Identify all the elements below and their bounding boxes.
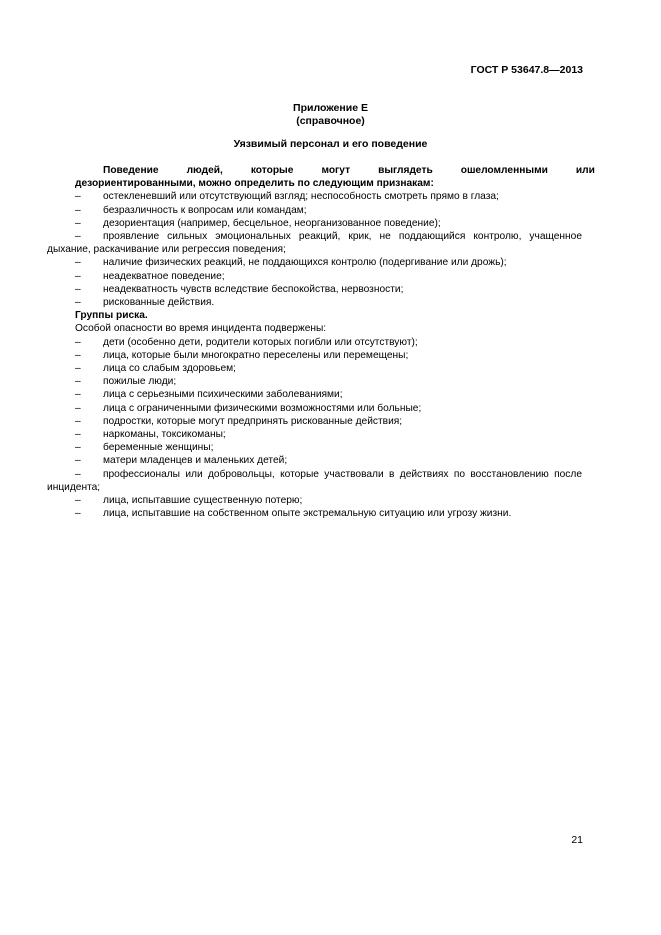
document-body	[47, 164, 595, 520]
sign-item	[47, 204, 582, 217]
risk-item	[47, 388, 582, 401]
dash-marker: –	[75, 442, 81, 454]
sign-item-text: неадекватность чувств вследствие беспокойства, нервозности;	[103, 283, 404, 295]
risk-groups-heading: Группы риска.	[75, 310, 148, 322]
risk-item	[47, 441, 582, 454]
risk-item	[47, 349, 582, 362]
risk-groups-list	[47, 336, 582, 521]
appendix-heading	[0, 102, 661, 128]
dash-marker: –	[75, 297, 81, 309]
intro-word: ошеломленными	[460, 165, 548, 176]
risk-item-text: матери младенцев и маленьких детей;	[103, 455, 288, 467]
risk-item-text: подростки, которые могут предпринять рискованные действия;	[103, 415, 403, 427]
risk-item	[47, 375, 582, 388]
dash-marker: –	[75, 455, 81, 467]
risk-item	[47, 494, 582, 507]
dash-marker: –	[75, 415, 81, 427]
sign-item	[47, 283, 582, 296]
dash-marker: –	[75, 495, 81, 507]
dash-marker: –	[75, 363, 81, 375]
risk-item	[47, 402, 582, 415]
intro-word: могут	[321, 165, 351, 176]
dash-marker: –	[75, 204, 81, 216]
risk-item	[47, 362, 582, 375]
intro-line-2: дезориентированными, можно определить по следующим признакам:	[75, 178, 434, 190]
risk-item-text: лица с серьезными психическими заболеваниями;	[103, 389, 343, 401]
sign-item	[47, 230, 582, 256]
appendix-subtitle: (справочное)	[296, 115, 365, 127]
risk-item-text: лица с ограниченными физическими возможностями или больные;	[103, 402, 422, 414]
risk-item	[47, 454, 582, 467]
risk-item	[47, 336, 582, 349]
intro-word: которые	[250, 165, 294, 176]
risk-item-text: профессионалы или добровольцы, которые участвовали в действиях по восстановлению после инцидента;	[47, 468, 582, 493]
sign-item-text: проявление сильных эмоциональных реакций, крик, не поддающийся контролю, учащенное дыхание, раскачивание или регрессия поведения;	[47, 231, 582, 256]
sign-item	[47, 217, 582, 230]
sign-item	[47, 256, 582, 269]
sign-item-text: неадекватное поведение;	[103, 270, 225, 282]
risk-item-text: беременные женщины;	[103, 442, 214, 454]
risk-item	[47, 428, 582, 441]
page-number: 21	[571, 834, 583, 846]
risk-groups-intro: Особой опасности во время инцидента подвержены:	[75, 323, 327, 335]
risk-item-text: дети (особенно дети, родители которых погибли или отсутствуют);	[103, 336, 418, 348]
dash-marker: –	[75, 468, 81, 480]
dash-marker: –	[75, 283, 81, 295]
intro-word: или	[575, 165, 595, 176]
risk-item-text: лица, испытавшие существенную потерю;	[103, 495, 303, 507]
intro-paragraph	[47, 164, 595, 190]
risk-item-text: наркоманы, токсикоманы;	[103, 429, 226, 441]
sign-item	[47, 190, 582, 203]
document-code: ГОСТ Р 53647.8—2013	[470, 64, 583, 76]
dash-marker: –	[75, 508, 81, 520]
risk-item	[47, 507, 582, 520]
sign-item-text: остекленевший или отсутствующий взгляд; неспособность смотреть прямо в глаза;	[103, 191, 499, 203]
intro-word: людей,	[186, 165, 223, 176]
dash-marker: –	[75, 270, 81, 282]
sign-item-text: безразличность к вопросам или командам;	[103, 204, 307, 216]
risk-item-text: лица, которые были многократно переселены или перемещены;	[103, 349, 409, 361]
sign-item-text: наличие физических реакций, не поддающихся контролю (подергивание или дрожь);	[103, 257, 507, 269]
intro-word: выглядеть	[378, 165, 433, 176]
dash-marker: –	[75, 402, 81, 414]
dash-marker: –	[75, 376, 81, 388]
sign-item-text: рискованные действия.	[103, 297, 215, 309]
dash-marker: –	[75, 336, 81, 348]
risk-item-text: лица со слабым здоровьем;	[103, 363, 236, 375]
intro-line-1	[47, 164, 595, 177]
risk-item	[47, 415, 582, 428]
sign-item	[47, 296, 582, 309]
intro-word: Поведение	[103, 165, 159, 176]
risk-item	[47, 468, 582, 494]
dash-marker: –	[75, 217, 81, 229]
appendix-title: Приложение Е	[293, 102, 368, 114]
section-title: Уязвимый персонал и его поведение	[233, 138, 428, 150]
dash-marker: –	[75, 231, 81, 243]
sign-item	[47, 270, 582, 283]
risk-item-text: пожилые люди;	[103, 376, 177, 388]
dash-marker: –	[75, 389, 81, 401]
dash-marker: –	[75, 191, 81, 203]
risk-item-text: лица, испытавшие на собственном опыте экстремальную ситуацию или угрозу жизни.	[103, 508, 512, 520]
dash-marker: –	[75, 429, 81, 441]
dash-marker: –	[75, 257, 81, 269]
dash-marker: –	[75, 349, 81, 361]
signs-list	[47, 190, 582, 309]
sign-item-text: дезориентация (например, бесцельное, неорганизованное поведение);	[103, 217, 441, 229]
